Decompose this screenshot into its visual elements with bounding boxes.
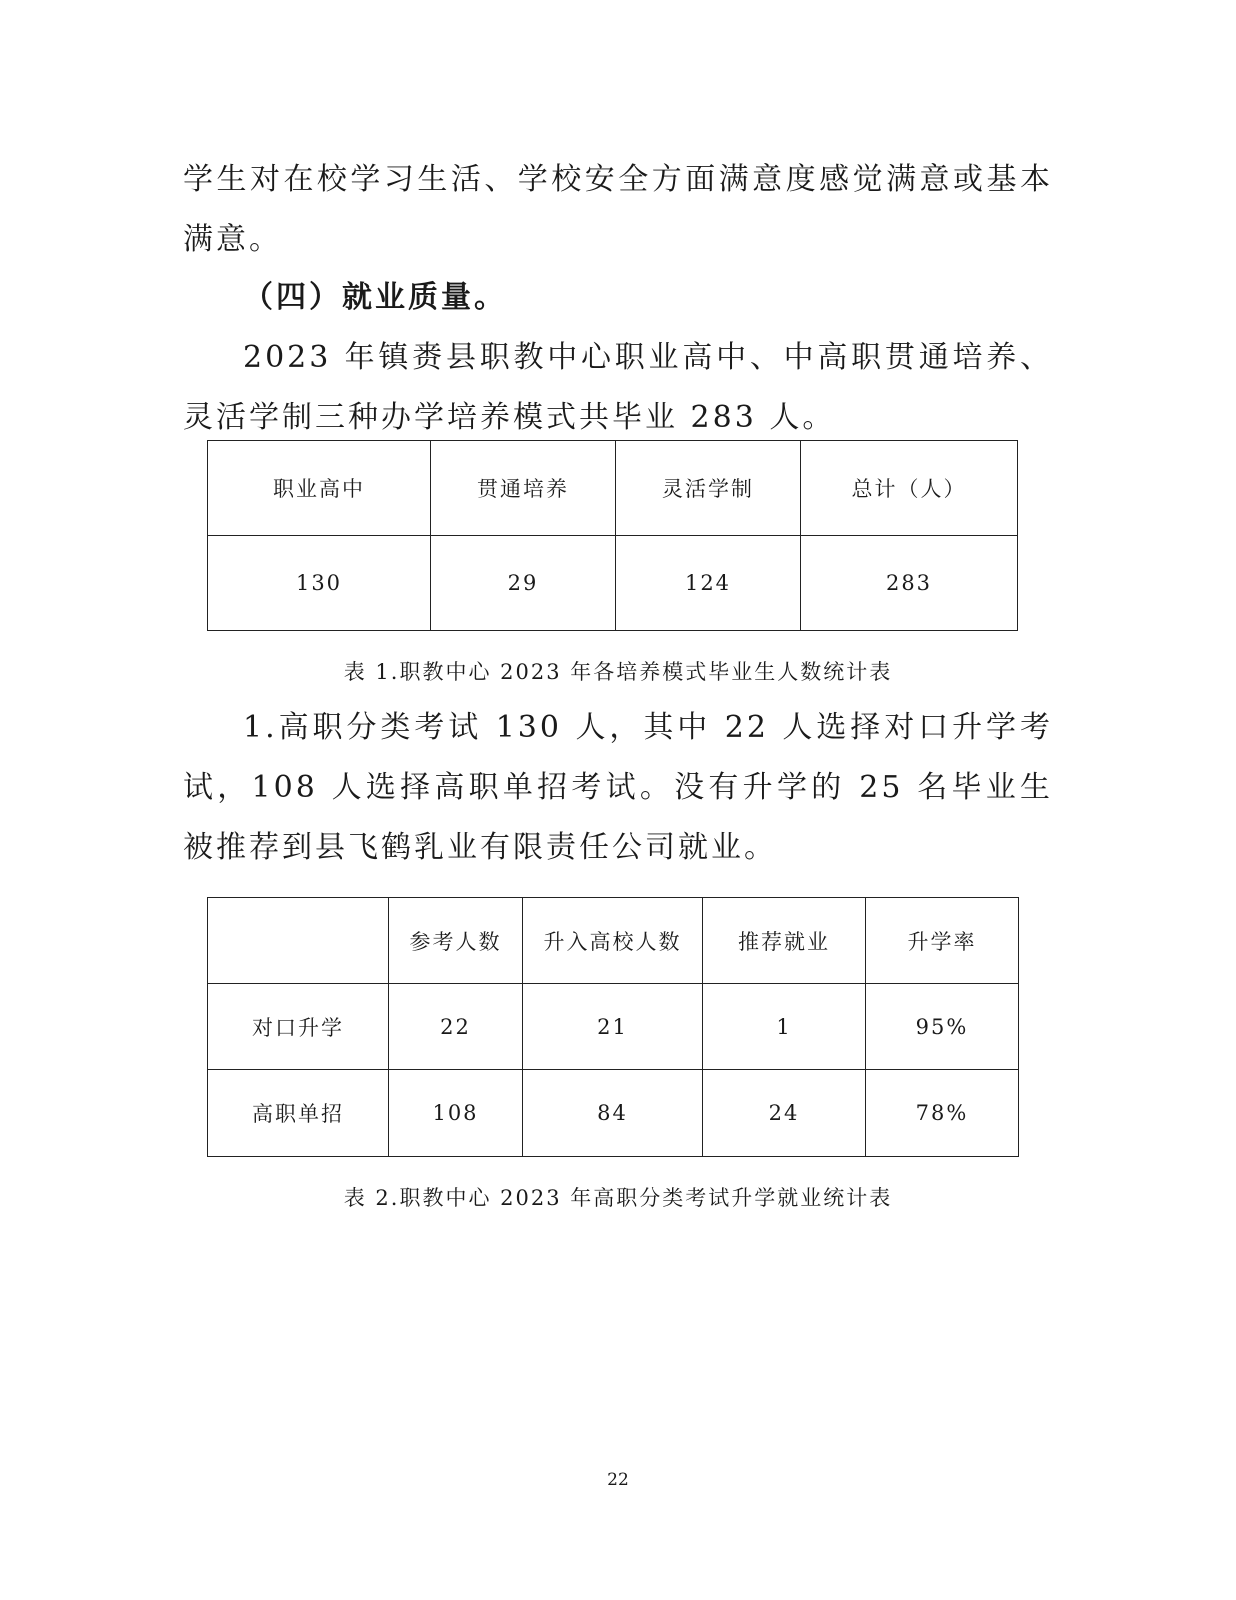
header-cell: 灵活学制: [616, 441, 801, 536]
data-cell: 283: [801, 536, 1018, 631]
header-cell: 升入高校人数: [523, 898, 703, 984]
table-exam-employment: [207, 897, 1019, 1157]
data-cell: 24: [703, 1070, 866, 1157]
header-cell: 升学率: [866, 898, 1019, 984]
data-cell: 78%: [866, 1070, 1019, 1157]
row-label-cell: 对口升学: [208, 984, 389, 1070]
data-cell: 21: [523, 984, 703, 1070]
data-cell: 1: [703, 984, 866, 1070]
row-label-cell: 高职单招: [208, 1070, 389, 1157]
table-row: [208, 536, 1018, 631]
paragraph-exam-results: 1.高职分类考试 130 人，其中 22 人选择对口升学考试，108 人选择高职单招考试。没有升学的 25 名毕业生被推荐到县飞鹤乳业有限责任公司就业。: [183, 710, 1053, 865]
section-heading-employment-quality: （四）就业质量。: [243, 280, 507, 315]
table-header-row: [208, 441, 1018, 536]
table1-caption: 表 1.职教中心 2023 年各培养模式毕业生人数统计表: [343, 660, 893, 684]
page-number: 22: [607, 1470, 629, 1490]
table-graduates-by-mode: [207, 440, 1018, 631]
paragraph-satisfaction: 学生对在校学习生活、学校安全方面满意度感觉满意或基本满意。: [183, 162, 1053, 257]
table-row: [208, 984, 1019, 1070]
table-header-row: [208, 898, 1019, 984]
header-cell: 贯通培养: [431, 441, 616, 536]
header-cell: 参考人数: [389, 898, 523, 984]
header-cell: [208, 898, 389, 984]
paragraph-graduates-summary: 2023 年镇赉县职教中心职业高中、中高职贯通培养、灵活学制三种办学培养模式共毕业 283 人。: [183, 340, 1053, 435]
data-cell: 84: [523, 1070, 703, 1157]
data-cell: 124: [616, 536, 801, 631]
table-row: [208, 1070, 1019, 1157]
data-cell: 108: [389, 1070, 523, 1157]
data-cell: 22: [389, 984, 523, 1070]
header-cell: 总计（人）: [801, 441, 1018, 536]
table2-caption: 表 2.职教中心 2023 年高职分类考试升学就业统计表: [343, 1186, 893, 1210]
data-cell: 95%: [866, 984, 1019, 1070]
data-cell: 29: [431, 536, 616, 631]
data-cell: 130: [208, 536, 431, 631]
header-cell: 职业高中: [208, 441, 431, 536]
header-cell: 推荐就业: [703, 898, 866, 984]
